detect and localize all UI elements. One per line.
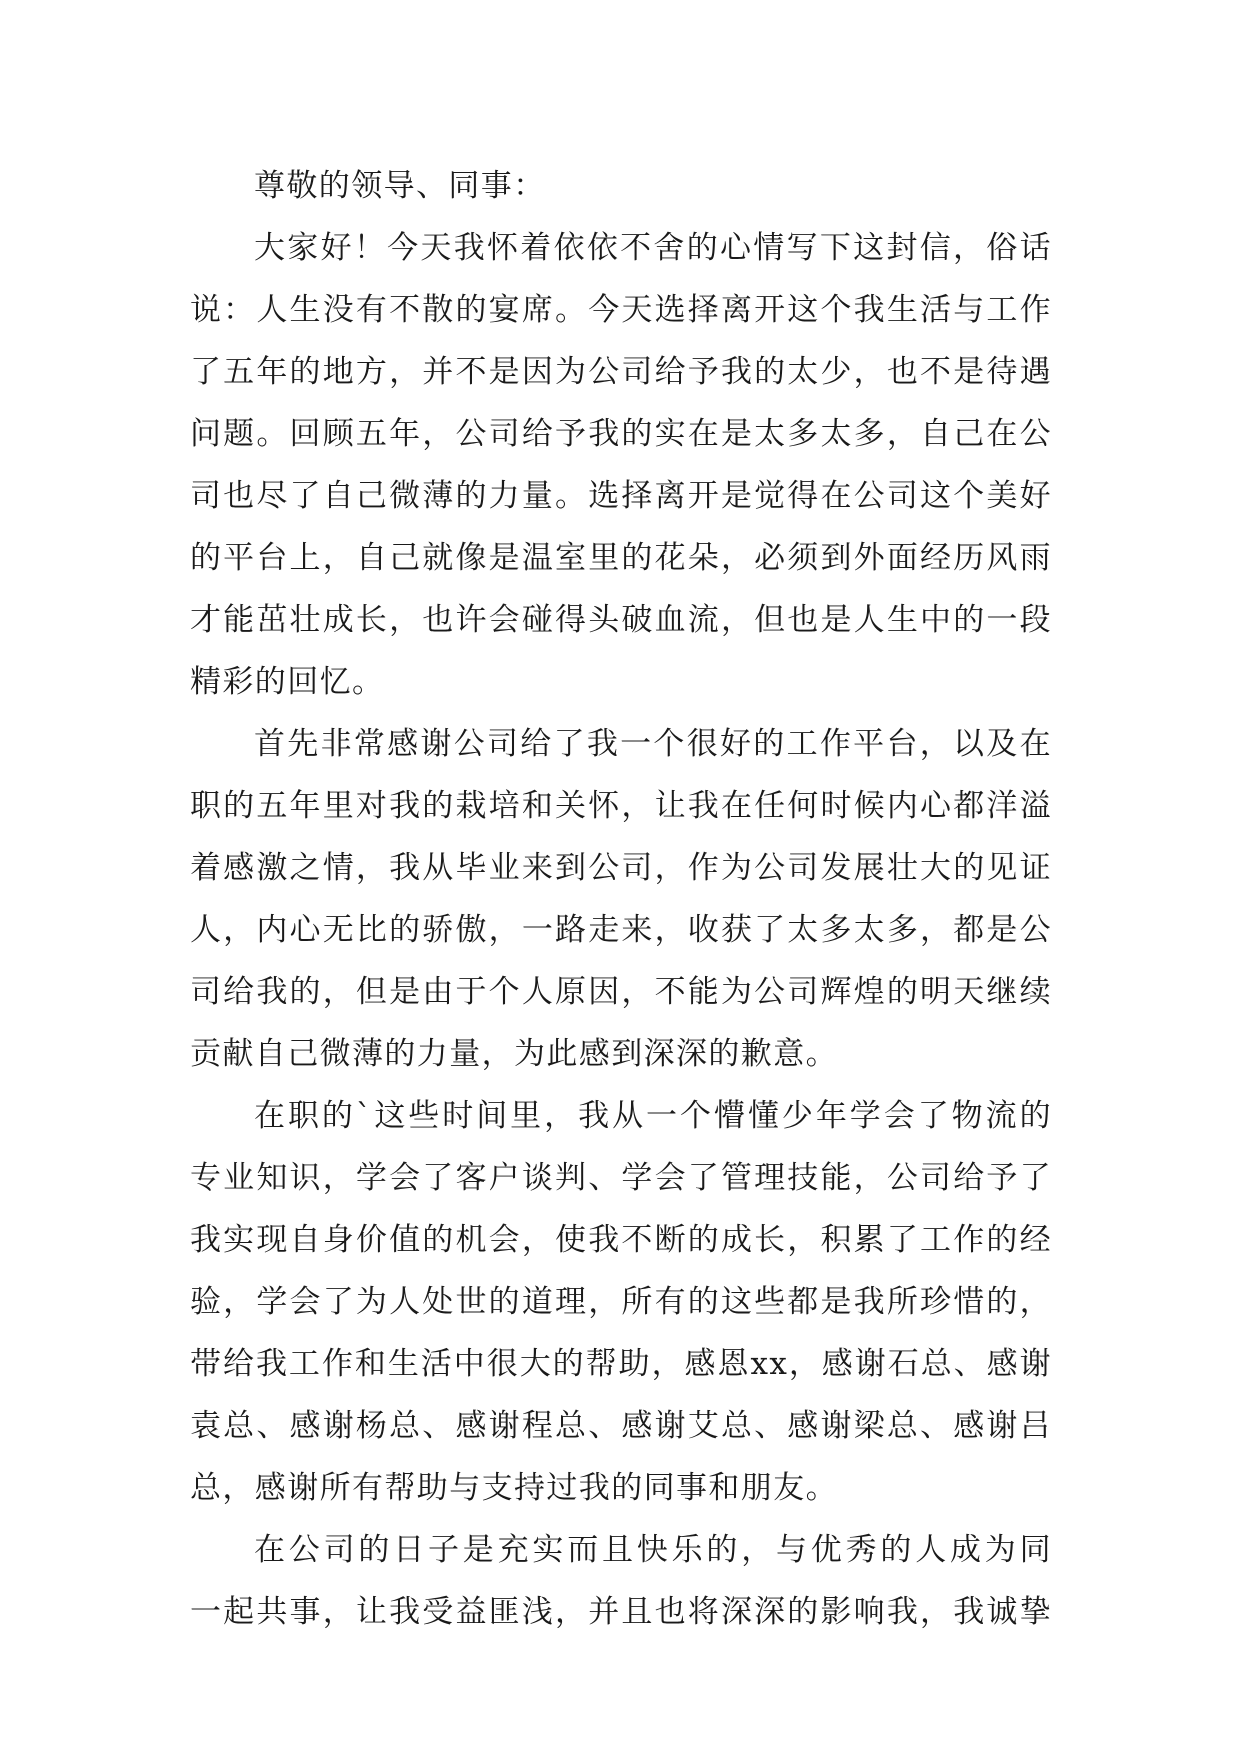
paragraph-1-line-3: 了五年的地方，并不是因为公司给予我的太少，也不是待遇: [190, 354, 1052, 390]
paragraph-2-line-6: 贡献自己微薄的力量，为此感到深深的歉意。: [190, 1036, 838, 1072]
paragraph-1-line-8: 精彩的回忆。: [190, 664, 385, 700]
paragraph-1-line-7: 才能茁壮成长，也许会碰得头破血流，但也是人生中的一段: [190, 602, 1052, 638]
paragraph-3-line-3: 我实现自身价值的机会，使我不断的成长，积累了工作的经: [190, 1222, 1052, 1258]
paragraph-2-line-5: 司给我的，但是由于个人原因，不能为公司辉煌的明天继续: [190, 974, 1052, 1010]
paragraph-2-line-1: 首先非常感谢公司给了我一个很好的工作平台，以及在: [254, 726, 1052, 762]
paragraph-2-line-2: 职的五年里对我的栽培和关怀，让我在任何时候内心都洋溢: [190, 788, 1052, 824]
paragraph-4-line-2: 一起共事，让我受益匪浅，并且也将深深的影响我，我诚挚: [190, 1594, 1052, 1630]
paragraph-1-line-6: 的平台上，自己就像是温室里的花朵，必须到外面经历风雨: [190, 540, 1052, 576]
paragraph-1-line-5: 司也尽了自己微薄的力量。选择离开是觉得在公司这个美好: [190, 478, 1052, 514]
paragraph-1-line-4: 问题。回顾五年，公司给予我的实在是太多太多，自己在公: [190, 416, 1052, 452]
paragraph-3-line-4: 验，学会了为人处世的道理，所有的这些都是我所珍惜的，: [190, 1284, 1052, 1320]
paragraph-3-line-5: 带给我工作和生活中很大的帮助，感恩xx，感谢石总、感谢: [190, 1346, 1052, 1382]
salutation: 尊敬的领导、同事：: [254, 168, 546, 204]
paragraph-2-line-3: 着感激之情，我从毕业来到公司，作为公司发展壮大的见证: [190, 850, 1052, 886]
paragraph-1-line-1: 大家好！今天我怀着依依不舍的心情写下这封信，俗话: [254, 230, 1052, 266]
paragraph-4-line-1: 在公司的日子是充实而且快乐的，与优秀的人成为同: [254, 1532, 1052, 1568]
paragraph-1-line-2: 说：人生没有不散的宴席。今天选择离开这个我生活与工作: [190, 292, 1052, 328]
paragraph-3-line-6: 袁总、感谢杨总、感谢程总、感谢艾总、感谢梁总、感谢吕: [190, 1408, 1052, 1444]
paragraph-3-line-1: 在职的`这些时间里，我从一个懵懂少年学会了物流的: [254, 1098, 1052, 1134]
paragraph-3-line-7: 总，感谢所有帮助与支持过我的同事和朋友。: [190, 1470, 838, 1506]
letter-body: [190, 155, 1052, 1643]
paragraph-2-line-4: 人，内心无比的骄傲，一路走来，收获了太多太多，都是公: [190, 912, 1052, 948]
paragraph-3-line-2: 专业知识，学会了客户谈判、学会了管理技能，公司给予了: [190, 1160, 1052, 1196]
